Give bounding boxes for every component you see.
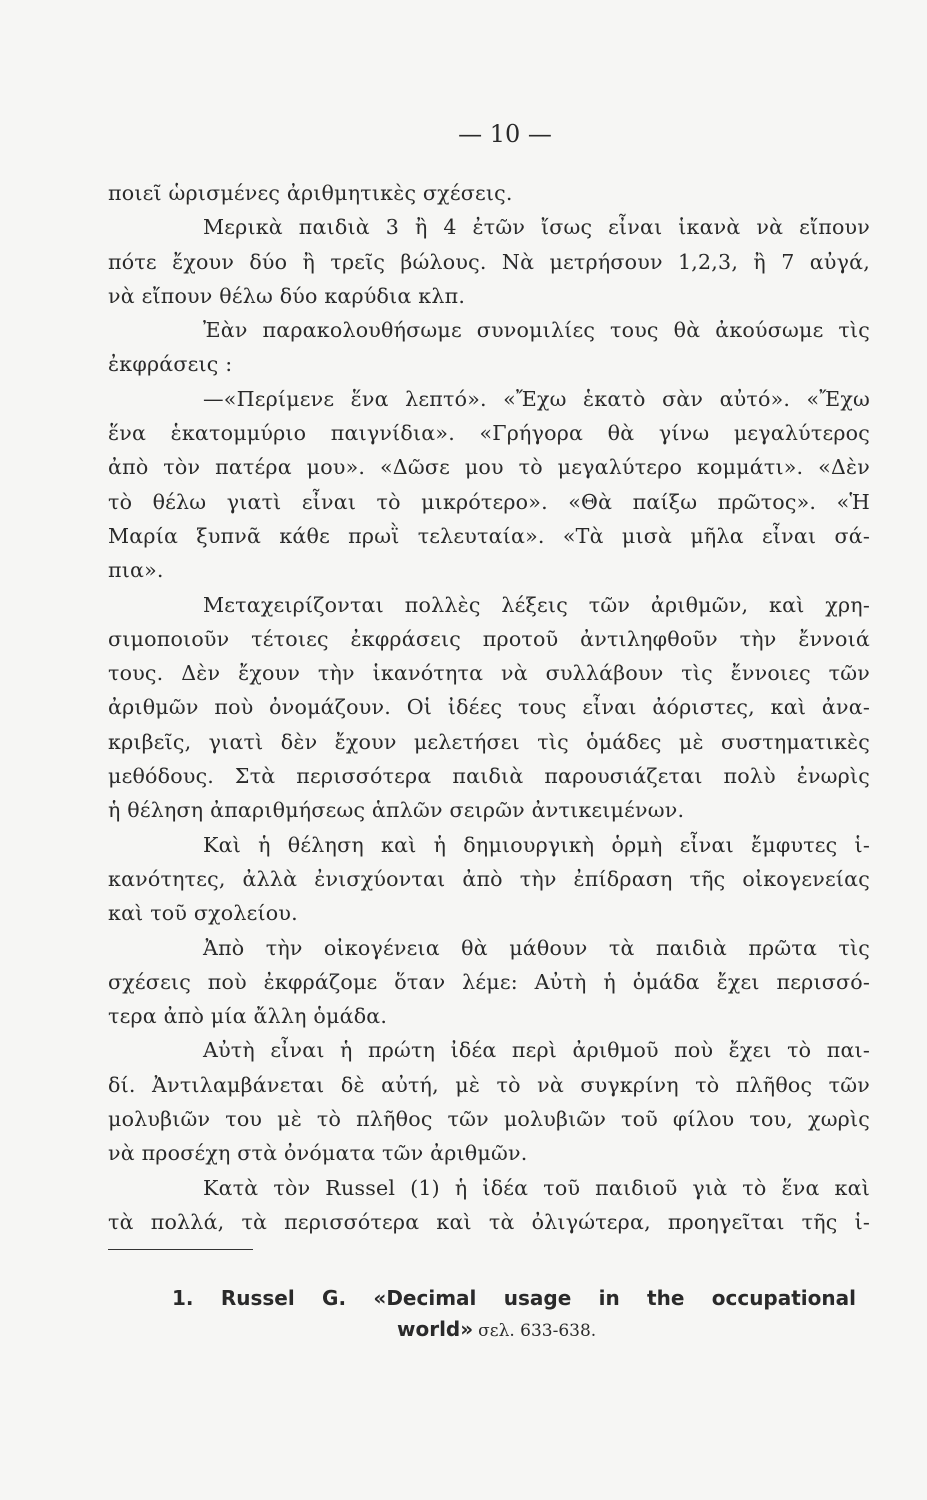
- page-number: — 10 —: [458, 120, 552, 148]
- text-line: καὶ τοῦ σχολείου.: [108, 901, 298, 926]
- text-line: Μαρία ξυπνᾶ κάθε πρωῒ τελευταία». «Τὰ μισὰ μῆλα εἶναι σά-: [108, 523, 870, 548]
- text-line: —«Περίμενε ἕνα λεπτό». «Ἔχω ἑκατὸ σὰν αὐτό». «Ἔχω: [203, 386, 870, 411]
- text-line: ἀριθμῶν ποὺ ὀνομάζουν. Οἱ ἰδέες τους εἶναι ἀόριστες, καὶ ἀνα-: [108, 695, 870, 720]
- text-line: Καὶ ἡ θέληση καὶ ἡ δημιουργικὴ ὁρμὴ εἶναι ἔμφυτες ἱ-: [203, 832, 870, 857]
- text-line: σχέσεις ποὺ ἐκφράζομε ὅταν λέμε: Αὐτὴ ἡ ὁμάδα ἔχει περισσό-: [108, 969, 870, 994]
- body-text: [108, 176, 870, 1239]
- text-line: Ἐὰν παρακολουθήσωμε συνομιλίες τους θὰ ἀκούσωμε τὶς: [203, 318, 870, 343]
- text-line: ἕνα ἑκατομμύριο παιγνίδια». «Γρήγορα θὰ γίνω μεγαλύτερος: [108, 421, 870, 446]
- text-line: τὰ πολλά, τὰ περισσότερα καὶ τὰ ὀλιγώτερα, προηγεῖται τῆς ἱ-: [108, 1209, 870, 1234]
- text-line: νὰ προσέχη στὰ ὀνόματα τῶν ἀριθμῶν.: [108, 1141, 528, 1166]
- text-line: Κατὰ τὸν Russel (1) ἡ ἰδέα τοῦ παιδιοῦ γιὰ τὸ ἕνα καὶ: [203, 1175, 870, 1200]
- text-line: Αὐτὴ εἶναι ἡ πρώτη ἰδέα περὶ ἀριθμοῦ ποὺ ἔχει τὸ παι-: [203, 1038, 870, 1063]
- text-line: νὰ εἴπουν θέλω δύο καρύδια κλπ.: [108, 283, 466, 308]
- footnote-line: 1. Russel G. «Decimal usage in the occupational: [172, 1286, 856, 1310]
- text-line: τὸ θέλω γιατὶ εἶναι τὸ μικρότερο». «Θὰ παίξω πρῶτος». «Ἡ: [108, 489, 870, 514]
- text-line: σιμοποιοῦν τέτοιες ἐκφράσεις προτοῦ ἀντιληφθοῦν τὴν ἔννοιά: [108, 626, 870, 651]
- text-line: ἐκφράσεις :: [108, 352, 233, 377]
- text-line: Μερικὰ παιδιὰ 3 ἢ 4 ἐτῶν ἴσως εἶναι ἱκανὰ νὰ εἴπουν: [203, 215, 870, 240]
- text-line: Μεταχειρίζονται πολλὲς λέξεις τῶν ἀριθμῶν, καὶ χρη-: [203, 592, 870, 617]
- text-line: πότε ἔχουν δύο ἢ τρεῖς βώλους. Νὰ μετρήσουν 1,2,3, ἢ 7 αὐγά,: [108, 249, 870, 274]
- text-line: Ἀπὸ τὴν οἰκογένεια θὰ μάθουν τὰ παιδιὰ πρῶτα τὶς: [203, 935, 870, 960]
- text-line: μολυβιῶν του μὲ τὸ πλῆθος τῶν μολυβιῶν τοῦ φίλου του, χωρὶς: [108, 1107, 870, 1132]
- footnote-title-end: world»: [397, 1317, 474, 1341]
- text-line: τους. Δὲν ἔχουν τὴν ἱκανότητα νὰ συλλάβουν τὶς ἔννοιες τῶν: [108, 661, 870, 686]
- text-line: κανότητες, ἀλλὰ ἐνισχύονται ἀπὸ τὴν ἐπίδραση τῆς οἰκογενείας: [108, 866, 870, 891]
- text-line: ἀπὸ τὸν πατέρα μου». «Δῶσε μου τὸ μεγαλύτερο κομμάτι». «Δὲν: [108, 455, 870, 480]
- footnote-line: [172, 1314, 856, 1345]
- text-line: δί. Ἀντιλαμβάνεται δὲ αὐτή, μὲ τὸ νὰ συγκρίνη τὸ πλῆθος τῶν: [108, 1072, 870, 1097]
- text-line: τερα ἀπὸ μία ἄλλη ὁμάδα.: [108, 1004, 388, 1029]
- text-line: μεθόδους. Στὰ περισσότερα παιδιὰ παρουσιάζεται πολὺ ἐνωρὶς: [108, 764, 870, 789]
- text-line: πια».: [108, 558, 164, 583]
- text-line: ποιεῖ ὡρισμένες ἀριθμητικὲς σχέσεις.: [108, 181, 513, 205]
- footnote: [172, 1283, 856, 1345]
- footnote-pages: σελ. 633-638.: [478, 1321, 597, 1341]
- footnote-divider: [108, 1249, 253, 1250]
- text-line: ἡ θέληση ἀπαριθμήσεως ἁπλῶν σειρῶν ἀντικειμένων.: [108, 798, 685, 823]
- text-line: κριβεῖς, γιατὶ δὲν ἔχουν μελετήσει τὶς ὁμάδες μὲ συστηματικὲς: [108, 729, 870, 754]
